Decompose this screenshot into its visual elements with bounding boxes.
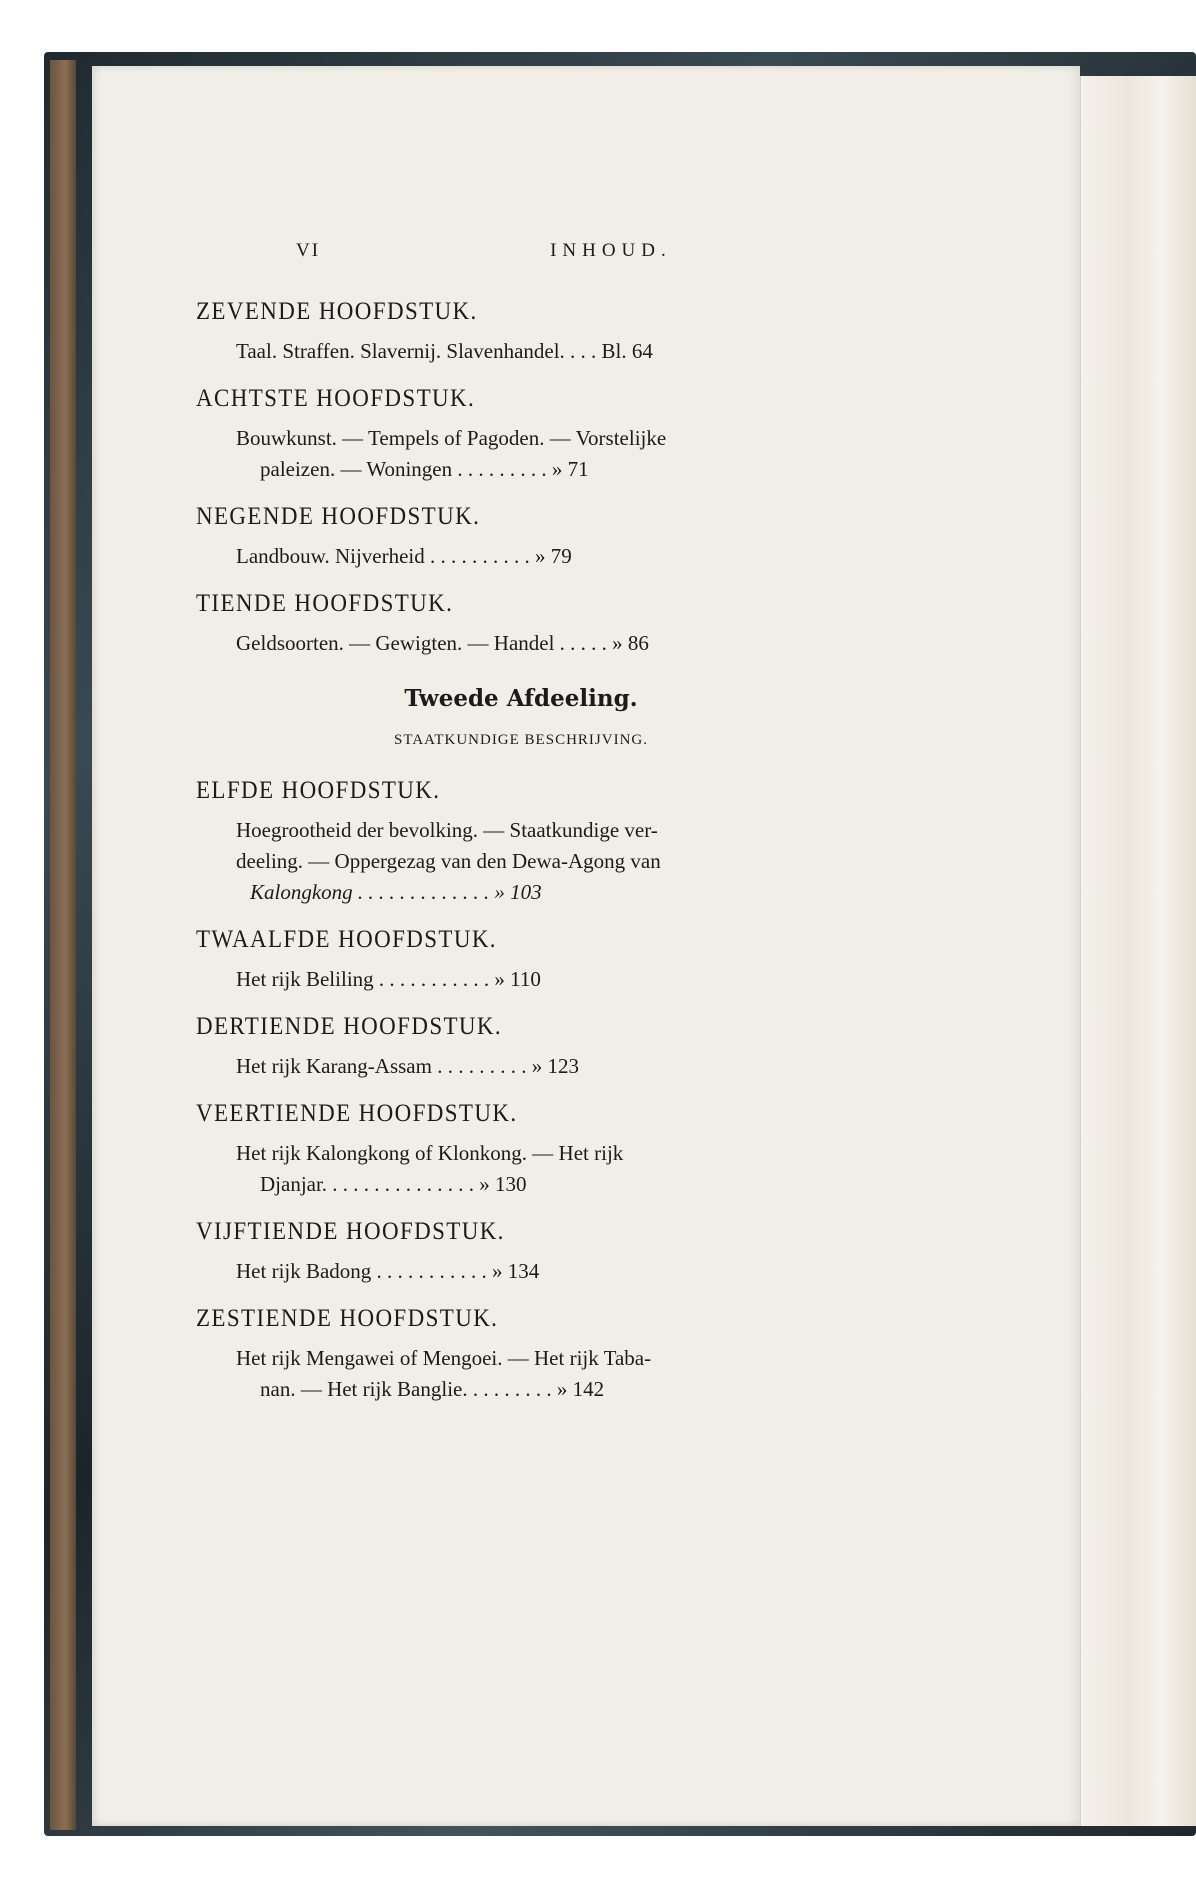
chapter-entry: [236, 1051, 846, 1082]
entry-line: nan. — Het rijk Banglie. . . . . . . . . » 142: [260, 1377, 605, 1401]
chapter-heading: ACHTSTE HOOFDSTUK.: [196, 385, 476, 412]
entry-line: Hoegrootheid der bevolking. — Staatkundige ver-: [236, 818, 658, 842]
entry-line: Djanjar. . . . . . . . . . . . . . . » 130: [260, 1172, 527, 1196]
entry-line: Het rijk Kalongkong of Klonkong. — Het rijk: [236, 1141, 624, 1165]
chapter-entry: [236, 1138, 846, 1200]
entry-line: Het rijk Badong . . . . . . . . . . . » 134: [236, 1259, 540, 1283]
entry-line: Taal. Straffen. Slavernij. Slavenhandel. . . . Bl. 64: [236, 339, 653, 363]
entry-line: Landbouw. Nijverheid . . . . . . . . . . » 79: [236, 544, 572, 568]
chapter-entry: [236, 1256, 846, 1287]
chapter-entry: [236, 423, 846, 485]
entry-line: Geldsoorten. — Gewigten. — Handel . . . . . » 86: [236, 631, 649, 655]
chapter-block: [196, 777, 936, 908]
chapter-heading: VIJFTIENDE HOOFDSTUK.: [196, 1218, 505, 1245]
chapter-entry: [236, 541, 846, 572]
chapter-entry: [236, 964, 846, 995]
chapter-entry: [236, 1343, 846, 1405]
entry-line: Het rijk Mengawei of Mengoei. — Het rijk Taba-: [236, 1346, 652, 1370]
entry-line: Het rijk Beliling . . . . . . . . . . . » 110: [236, 967, 541, 991]
chapter-heading: TWAALFDE HOOFDSTUK.: [196, 926, 497, 953]
chapter-block: [196, 1013, 936, 1082]
chapter-entry: [236, 628, 846, 659]
chapter-heading: DERTIENDE HOOFDSTUK.: [196, 1013, 503, 1040]
chapter-heading: ZESTIENDE HOOFDSTUK.: [196, 1305, 499, 1332]
entry-line: Het rijk Karang-Assam . . . . . . . . . » 123: [236, 1054, 579, 1078]
book-spine-edge: [50, 60, 76, 1830]
entry-line: Bouwkunst. — Tempels of Pagoden. — Vorstelijke: [236, 426, 667, 450]
entry-line: Kalongkong . . . . . . . . . . . . . » 103: [250, 880, 542, 904]
table-of-contents: [196, 240, 936, 1423]
page-number: VI: [296, 240, 321, 261]
section-subtitle: STAATKUNDIGE BESCHRIJVING.: [394, 732, 648, 748]
chapter-block: [196, 1305, 936, 1405]
chapter-heading: VEERTIENDE HOOFDSTUK.: [196, 1100, 518, 1127]
running-title: INHOUD.: [550, 240, 672, 261]
chapter-heading: ELFDE HOOFDSTUK.: [196, 777, 441, 804]
page-edges: [1080, 76, 1196, 1826]
chapter-block: [196, 926, 936, 995]
chapter-heading: ZEVENDE HOOFDSTUK.: [196, 298, 478, 325]
section-title: Tweede Afdeeling.: [404, 685, 638, 712]
chapter-block: [196, 1100, 936, 1200]
chapter-block: [196, 590, 936, 659]
chapter-heading: TIENDE HOOFDSTUK.: [196, 590, 454, 617]
chapter-heading: NEGENDE HOOFDSTUK.: [196, 503, 481, 530]
entry-line: deeling. — Oppergezag van den Dewa-Agong van: [236, 849, 661, 873]
chapter-block: [196, 385, 936, 485]
chapter-block: [196, 298, 936, 367]
chapter-entry: [236, 815, 846, 908]
running-head: [296, 240, 796, 262]
entry-line: paleizen. — Woningen . . . . . . . . . » 71: [260, 457, 589, 481]
chapter-block: [196, 1218, 936, 1287]
chapter-entry: [236, 336, 846, 367]
chapter-block: [196, 503, 936, 572]
